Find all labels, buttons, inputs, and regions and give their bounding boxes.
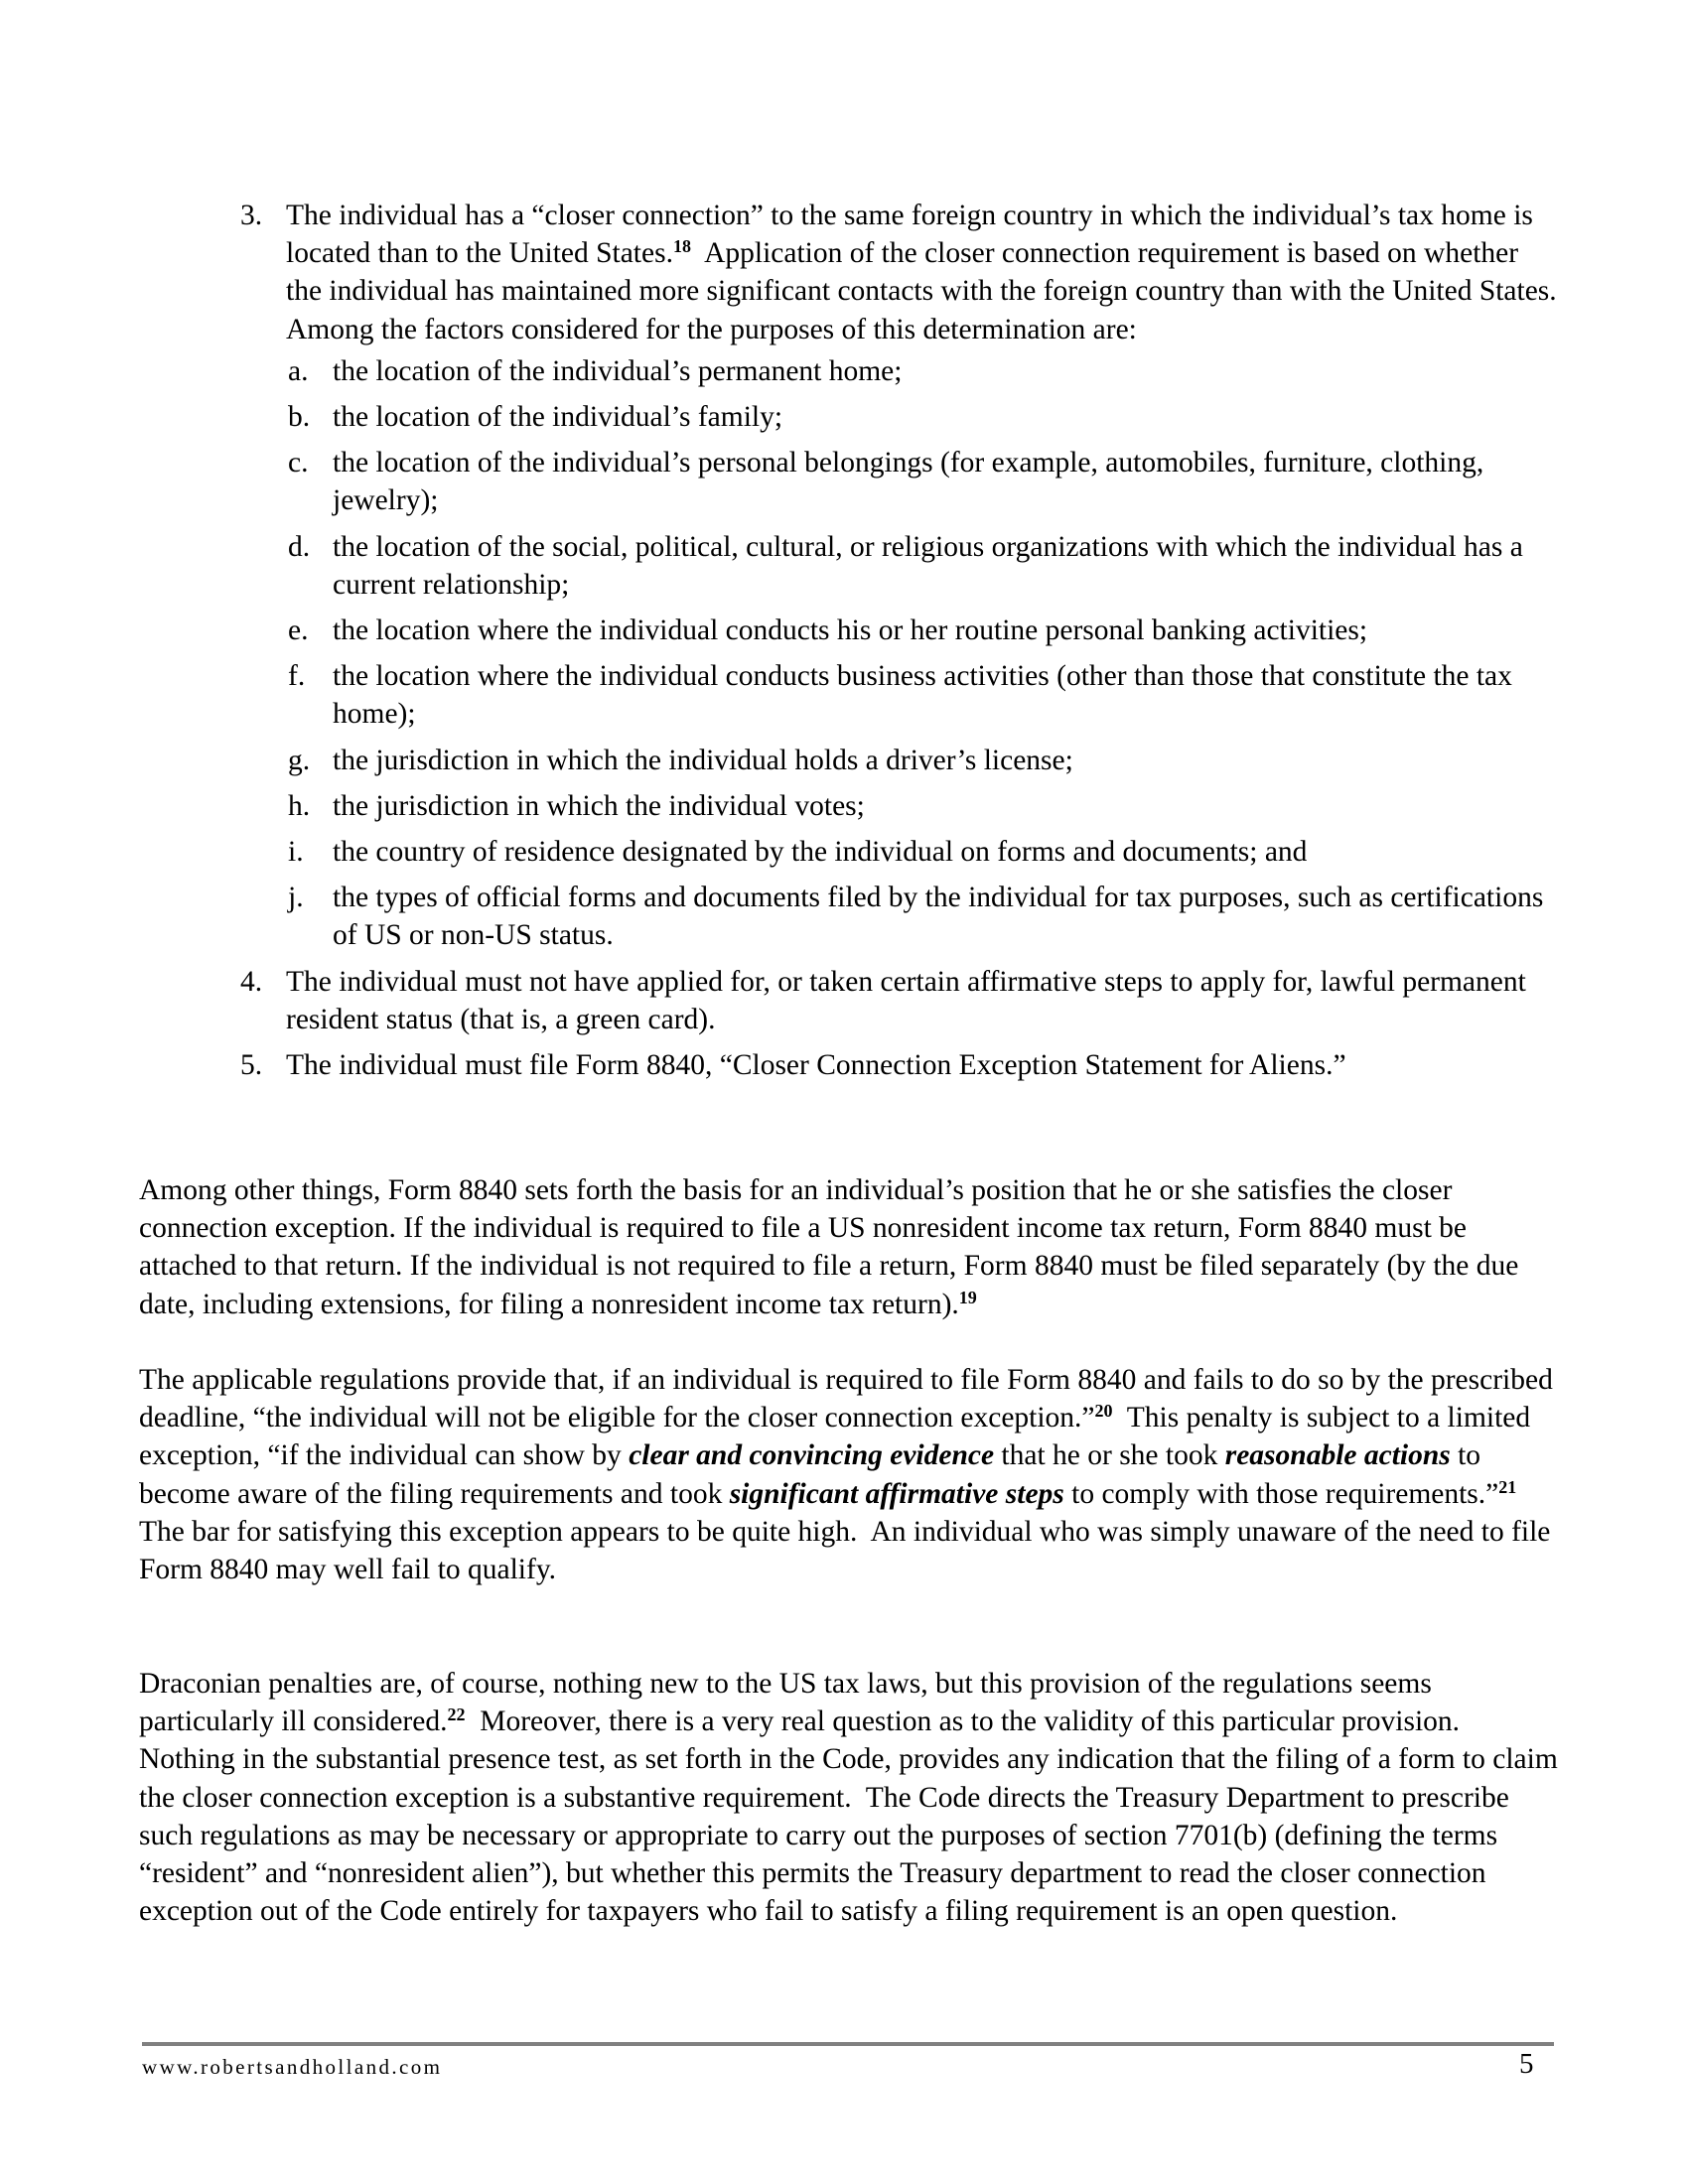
sublist-item-d (286, 528, 1561, 604)
emphasis-text: reasonable actions (1224, 1439, 1451, 1472)
footnote-ref-20[interactable]: 20 (1094, 1401, 1113, 1422)
sublist-item-b (286, 398, 1561, 436)
sublist-item-j (286, 879, 1561, 954)
paragraph-text: This penalty is subject to a limited exception, “if the individual can show by (139, 1402, 1538, 1472)
paragraph-text: Draconian penalties are, of course, nothing new to the US tax laws, but this provision of the regulations seems particularly ill considered. (139, 1668, 1440, 1738)
sublist-letter: g. (288, 744, 311, 776)
footnote-ref-22[interactable]: 22 (447, 1705, 466, 1725)
sublist-item-f (286, 657, 1561, 733)
paragraph-draconian-penalties (139, 1665, 1566, 1930)
paragraph-text: Among other things, Form 8840 sets forth the basis for an individual’s position that he or she satisfies the closer connection exception. If the individual is required to file a US nonresident income tax return, Form 8840 must be attached to that return. If the individual is not required to file a return, Form 8840 must be filed separately (by the due date, including extensions, for filing a nonresident income tax return). (139, 1174, 1519, 1320)
sublist-text: the country of residence designated by the individual on forms and documents; and (333, 836, 1308, 869)
list-item-text: The individual must not have applied for, or taken certain affirmative steps to apply for, lawful permanent resident status (that is, a green card). (286, 965, 1526, 1035)
paragraph-text: to become aware of the filing requirements and took (139, 1439, 1488, 1510)
sublist-letter: a. (288, 354, 309, 387)
footer-website-link[interactable]: www.robertsandholland.com (142, 2055, 443, 2079)
sublist-item-g (286, 742, 1561, 779)
paragraph-text: The applicable regulations provide that, if an individual is required to file Form 8840 and fails to do so by the prescribed deadline, “the individual will not be eligible for the closer connection exception.” (139, 1364, 1561, 1434)
paragraph-text: to comply with those requirements.” (1063, 1477, 1499, 1510)
footer-divider (142, 2042, 1554, 2046)
list-number: 5. (240, 1049, 263, 1082)
requirements-list (240, 197, 1570, 1084)
sublist-item-h (286, 787, 1561, 825)
paragraph-form-8840 (139, 1171, 1559, 1323)
sublist-text: the location where the individual conducts his or her routine personal banking activities; (333, 614, 1368, 647)
list-item-text: The individual must file Form 8840, “Closer Connection Exception Statement for Aliens.” (286, 1049, 1346, 1082)
sublist-letter: e. (288, 614, 309, 647)
list-number: 3. (240, 200, 263, 231)
sublist-letter: d. (288, 530, 311, 563)
sublist-item-a (286, 352, 1561, 390)
list-item-3 (240, 197, 1570, 955)
paragraph-text: that he or she took (994, 1439, 1225, 1472)
list-item-text-cont: Application of the closer connection requirement is based on whether the individual has maintained more significant contacts with the foreign country than with the United States. Among the factors considered for the purposes of this determination are: (286, 237, 1570, 345)
sublist-item-i (286, 833, 1561, 871)
sublist-letter: j. (288, 882, 304, 914)
sublist-letter: h. (288, 789, 311, 822)
list-item-4 (240, 963, 1561, 1038)
footnote-ref-19[interactable]: 19 (958, 1287, 977, 1307)
paragraph-regulations (139, 1361, 1559, 1588)
paragraph-text: The bar for satisfying this exception appears to be quite high. An individual who was simply unaware of the need to file Form 8840 may well fail to qualify. (139, 1477, 1558, 1586)
sublist-text: the location of the individual’s family; (333, 401, 783, 434)
list-number: 4. (240, 965, 263, 998)
sublist-text: the location where the individual conducts business activities (other than those that constitute the tax home); (333, 660, 1512, 731)
list-item-text: The individual has a “closer connection” to the same foreign country in which the individual’s tax home is located than to the United States. (286, 200, 1533, 270)
emphasis-text: clear and convincing evidence (629, 1439, 995, 1472)
sublist-text: the jurisdiction in which the individual votes; (333, 789, 865, 822)
footnote-ref-18[interactable]: 18 (672, 236, 691, 257)
sublist-text: the types of official forms and documents filed by the individual for tax purposes, such as certifications of US or non-US status. (333, 882, 1544, 952)
list-item-5 (240, 1046, 1561, 1084)
sublist-text: the location of the individual’s personal belongings (for example, automobiles, furniture, clothing, jewelry); (333, 447, 1484, 517)
sublist-letter: f. (288, 660, 306, 693)
sublist-item-c (286, 444, 1561, 519)
sublist-text: the jurisdiction in which the individual holds a driver’s license; (333, 744, 1073, 776)
sublist-text: the location of the individual’s permanent home; (333, 354, 903, 387)
footnote-ref-21[interactable]: 21 (1498, 1476, 1517, 1497)
sublist-letter: c. (288, 447, 309, 479)
factors-sublist (286, 352, 1561, 955)
sublist-text: the location of the social, political, cultural, or religious organizations with which the individual has a current relationship; (333, 530, 1523, 601)
sublist-letter: b. (288, 401, 311, 434)
sublist-item-e (286, 612, 1561, 649)
paragraph-text: Moreover, there is a very real question as to the validity of this particular provision. Nothing in the substantial presence test, as set forth in the Code, provides any indication that the filing of a form to claim the closer connection exception is a substantive requirement. The Code directs the Treasury Department to prescribe such regulations as may be necessary or appropriate to carry out the purposes of section 7701(b) (defining the terms “resident” and “nonresident alien”), but whether this permits the Treasury department to read the closer connection exception out of the Code entirely for taxpayers who fail to satisfy a filing requirement is an open question. (139, 1706, 1566, 1928)
sublist-letter: i. (288, 836, 304, 869)
emphasis-text: significant affirmative steps (729, 1477, 1064, 1510)
page-number: 5 (1519, 2048, 1534, 2080)
